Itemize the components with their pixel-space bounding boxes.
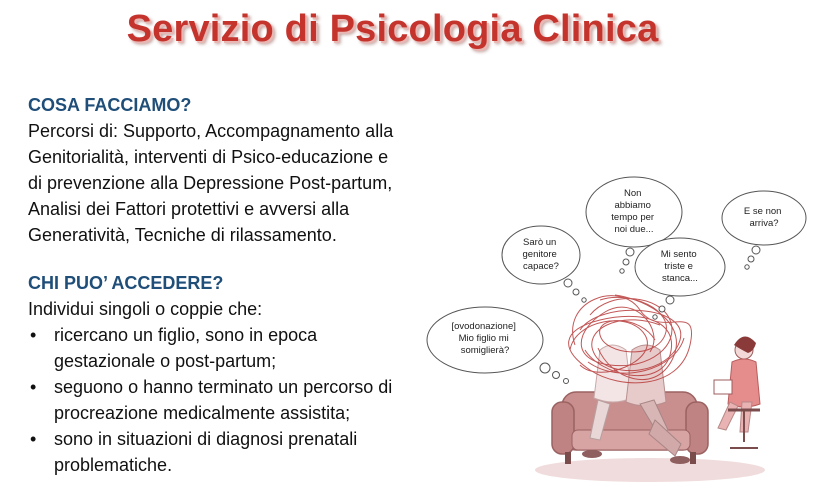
section-heading-who: CHI PUO’ ACCEDERE? <box>28 273 224 293</box>
bubble-text: capace? <box>523 261 559 272</box>
bubble-text: stanca... <box>662 273 698 284</box>
bubble-text: abbiamo <box>614 200 651 211</box>
main-text <box>28 92 428 478</box>
bubble-text: [ovodonazione] <box>451 321 516 332</box>
thought-bubble-ovodonazione <box>427 307 569 384</box>
svg-text:Sarò un genitore c <box>523 237 560 272</box>
list-item <box>28 426 428 478</box>
bubble-text: triste e <box>664 261 693 272</box>
bullet-line: • seguono o hanno terminato un percorso di <box>54 377 393 397</box>
list-item <box>28 374 428 426</box>
therapy-illustration <box>420 175 815 493</box>
bubble-text: noi due... <box>614 224 654 235</box>
bubble-text: Mi sento <box>660 249 697 260</box>
svg-text:Mi sento triste e <box>661 249 700 284</box>
bubble-text: Mio figlio mi <box>458 333 509 344</box>
what-line: Generatività, Tecniche di rilassamento. <box>28 225 337 245</box>
what-line: Percorsi di: Supporto, Accompagnamento alla <box>28 121 394 141</box>
bubble-text: somiglierà? <box>460 345 510 356</box>
what-line: di prevenzione alla Depressione Post-partum, <box>28 173 393 193</box>
bubble-text: tempo per <box>611 212 655 223</box>
bubble-text: Non <box>623 188 642 199</box>
bubble-text: Sarò un <box>523 237 557 248</box>
bubble-text: genitore <box>522 249 557 260</box>
page-title: Servizio di Psicologia Clinica <box>126 8 659 50</box>
bullet-line: gestazionale o post-partum; <box>54 351 277 371</box>
thought-bubble-triste <box>635 238 725 319</box>
who-list <box>28 322 428 478</box>
section-heading-what: COSA FACCIAMO? <box>28 95 192 115</box>
therapist-icon <box>714 336 760 448</box>
bullet-line: problematiche. <box>54 455 173 475</box>
what-line: Genitorialità, interventi di Psico-educazione e <box>28 147 389 167</box>
bubble-text: E se non <box>743 206 782 217</box>
list-item <box>28 322 428 374</box>
thought-bubble-arriva <box>722 191 806 269</box>
bullet-line: • sono in situazioni di diagnosi prenatali <box>54 429 358 449</box>
thought-bubble-genitore <box>502 226 586 302</box>
svg-text:[ovodonazione] Mio figli <box>451 321 518 356</box>
who-intro: Individui singoli o coppie che: <box>28 299 263 319</box>
bubble-text: arriva? <box>749 218 779 229</box>
bullet-line: procreazione medicalmente assistita; <box>54 403 351 423</box>
bullet-line: • ricercano un figlio, sono in epoca <box>54 325 318 345</box>
svg-text:E se non arriva? <box>744 206 784 229</box>
what-line: Analisi dei Fattori protettivi e avversi alla <box>28 199 350 219</box>
